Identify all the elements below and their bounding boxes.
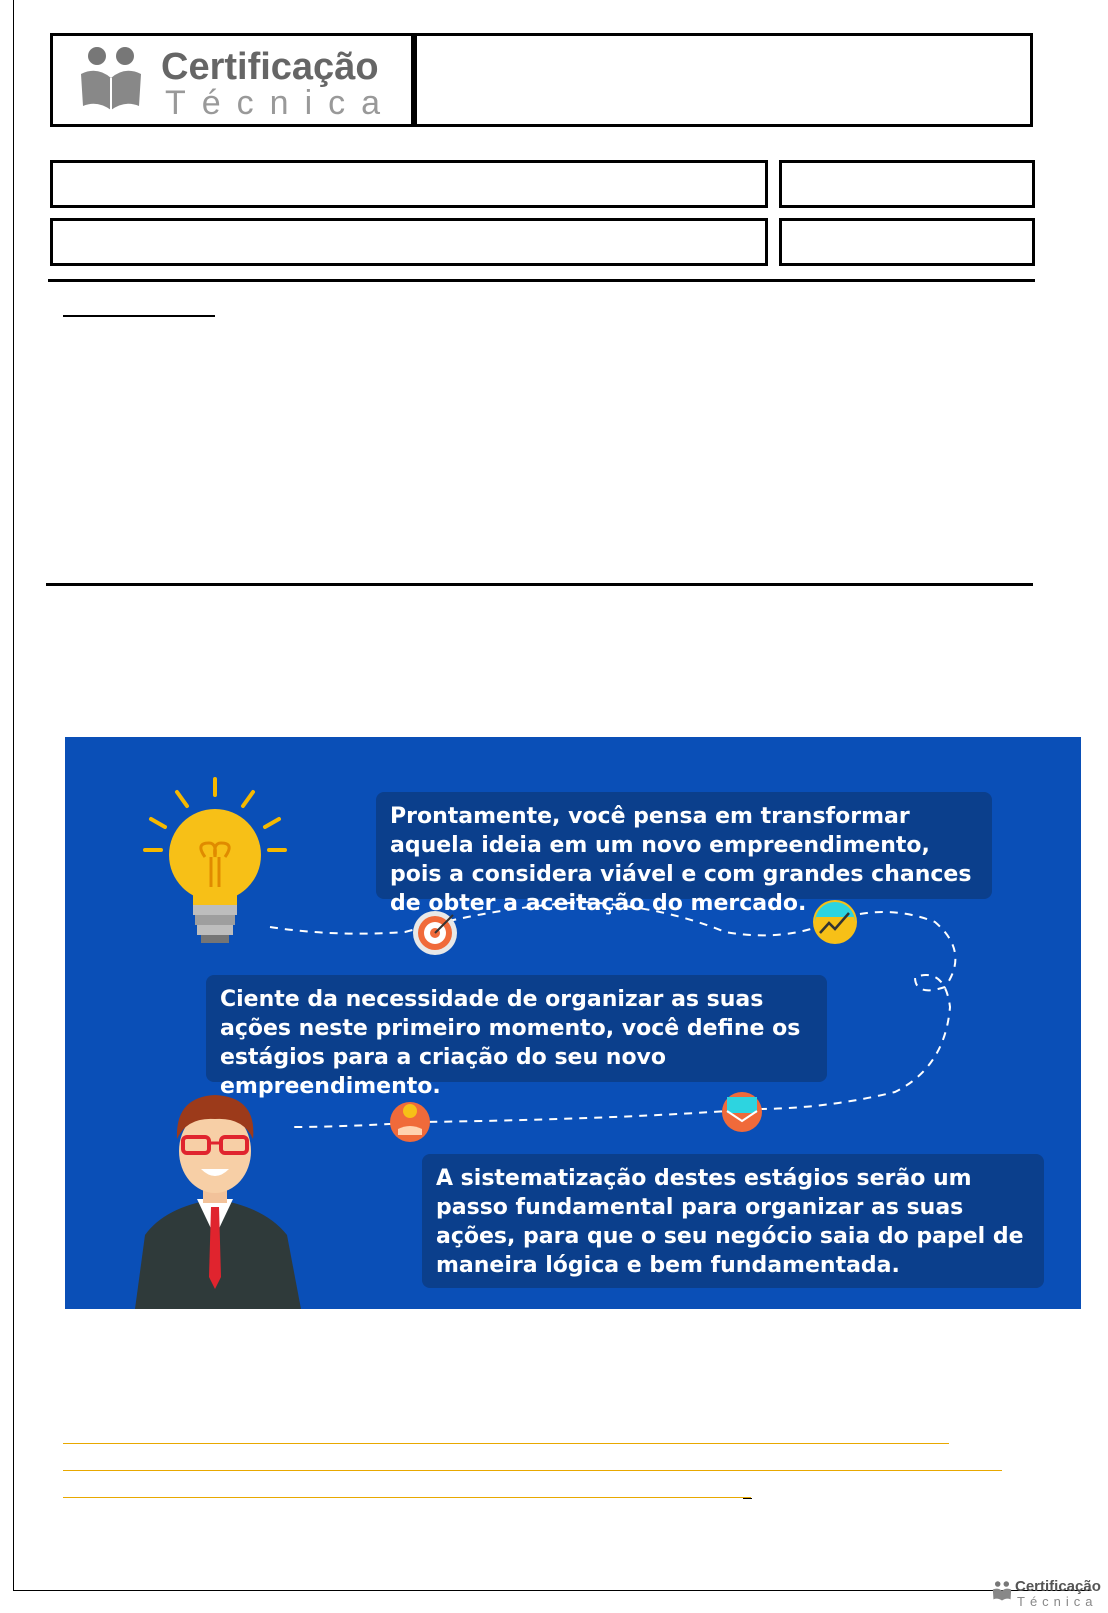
lightbulb-icon <box>145 779 285 943</box>
logo-line-2: Técnica <box>165 84 397 122</box>
answer-line-1[interactable] <box>63 1443 949 1444</box>
info-field-1-side[interactable] <box>779 160 1035 208</box>
bubble-1: Prontamente, você pensa em transformar aquela ideia em um novo empreendimento, pois a considera viável e com grandes chances de obter a aceitação do mercado. <box>376 792 992 899</box>
bubble-2: Ciente da necessidade de organizar as suas ações neste primeiro momento, você define os estágios para a criação do seu novo empreendimento. <box>206 975 827 1082</box>
logo-box <box>50 33 414 127</box>
bubble-3: A sistematização destes estágios serão um passo fundamental para organizar as suas ações, para que o seu negócio saia do papel de maneira lógica e bem fundamentada. <box>422 1154 1044 1288</box>
info-field-1[interactable] <box>50 160 768 208</box>
answer-line-3-end <box>743 1498 752 1499</box>
info-field-2[interactable] <box>50 218 768 266</box>
logo-line-1: Certificação <box>161 46 379 88</box>
separator-top <box>48 279 1035 282</box>
footer-logo-line-1: Certificação <box>1015 1578 1101 1595</box>
footer-logo <box>991 1578 1101 1610</box>
title-box <box>414 33 1033 127</box>
info-field-2-side[interactable] <box>779 218 1035 266</box>
section-heading-underline <box>63 315 215 317</box>
idea-hand-icon <box>390 1102 430 1142</box>
people-book-icon <box>75 44 147 120</box>
footer-logo-line-2: Técnica <box>1017 1594 1098 1609</box>
answer-line-2[interactable] <box>63 1470 1002 1471</box>
answer-line-3[interactable] <box>63 1497 751 1498</box>
envelope-icon <box>722 1092 762 1132</box>
businessman-avatar <box>135 1095 301 1309</box>
growth-chart-icon <box>813 900 857 944</box>
infographic-banner <box>65 737 1081 1309</box>
separator-mid <box>46 583 1033 586</box>
footer-people-book-icon <box>991 1580 1013 1604</box>
